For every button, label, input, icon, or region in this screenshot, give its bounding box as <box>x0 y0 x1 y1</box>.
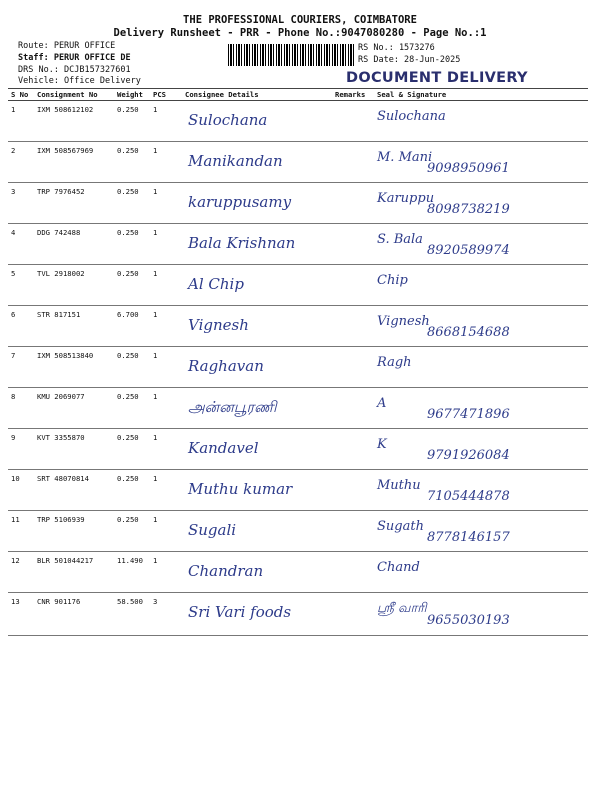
runsheet-subtitle: Delivery Runsheet - PRR - Phone No.:9047080280 - Page No.:1 <box>113 27 487 39</box>
sno-cell: 8 <box>8 388 34 429</box>
sno-cell: 13 <box>8 593 34 636</box>
remarks-cell <box>332 183 374 224</box>
seal-cell <box>374 265 588 306</box>
col-seal: Seal & Signature <box>374 89 588 101</box>
seal-cell <box>374 183 588 224</box>
document-delivery-stamp: DOCUMENT DELIVERY <box>346 70 528 86</box>
col-consignee: Consignee Details <box>182 89 332 101</box>
consignee-cell: Manikandan <box>182 142 332 183</box>
signature-phone: 7105444878 <box>427 489 510 504</box>
table-row <box>8 183 588 224</box>
pcs-cell: 1 <box>150 470 182 511</box>
signature-phone: 9677471896 <box>427 407 510 422</box>
consignee-cell: Vignesh <box>182 306 332 347</box>
drs-label: DRS No.: DCJB157327601 <box>18 65 131 75</box>
seal-cell <box>374 388 588 429</box>
signature: A <box>377 396 387 411</box>
seal-cell <box>374 142 588 183</box>
consignment-cell: DDG 742488 <box>34 224 114 265</box>
pcs-cell: 3 <box>150 593 182 636</box>
signature: Muthu <box>377 478 421 493</box>
table-row <box>8 142 588 183</box>
remarks-cell <box>332 224 374 265</box>
pcs-cell: 1 <box>150 511 182 552</box>
col-consignment: Consignment No <box>34 89 114 101</box>
weight-cell: 0.250 <box>114 224 150 265</box>
signature: Chip <box>377 273 408 288</box>
consignment-cell: IXM 508567969 <box>34 142 114 183</box>
weight-cell: 0.250 <box>114 101 150 142</box>
consignee-cell: Sri Vari foods <box>182 593 332 636</box>
table-row <box>8 429 588 470</box>
staff-label: Staff: PERUR OFFICE DE <box>18 53 131 63</box>
col-sno: S No <box>8 89 34 101</box>
sno-cell: 1 <box>8 101 34 142</box>
pcs-cell: 1 <box>150 347 182 388</box>
route-label: Route: PERUR OFFICE <box>18 41 116 51</box>
signature: Sugath <box>377 519 424 534</box>
seal-cell <box>374 511 588 552</box>
signature: Vignesh <box>377 314 430 329</box>
consignment-cell: TRP 5106939 <box>34 511 114 552</box>
consignment-cell: KVT 3355870 <box>34 429 114 470</box>
weight-cell: 0.250 <box>114 347 150 388</box>
weight-cell: 0.250 <box>114 142 150 183</box>
pcs-cell: 1 <box>150 552 182 593</box>
sno-cell: 12 <box>8 552 34 593</box>
consignee-cell: Muthu kumar <box>182 470 332 511</box>
consignment-cell: CNR 901176 <box>34 593 114 636</box>
table-row <box>8 470 588 511</box>
consignee-cell: Al Chip <box>182 265 332 306</box>
sno-cell: 9 <box>8 429 34 470</box>
consignment-cell: STR 817151 <box>34 306 114 347</box>
signature-phone: 9655030193 <box>427 613 510 628</box>
consignee-cell: karuppusamy <box>182 183 332 224</box>
table-row <box>8 347 588 388</box>
signature-phone: 9098950961 <box>427 161 510 176</box>
table-row <box>8 101 588 142</box>
table-row <box>8 265 588 306</box>
consignment-cell: KMU 2069077 <box>34 388 114 429</box>
table-row <box>8 306 588 347</box>
consignment-cell: BLR 501044217 <box>34 552 114 593</box>
weight-cell: 0.250 <box>114 429 150 470</box>
vehicle-label: Vehicle: Office Delivery <box>18 76 141 86</box>
barcode <box>228 44 354 66</box>
seal-cell <box>374 347 588 388</box>
consignee-cell: Sugali <box>182 511 332 552</box>
signature: M. Mani <box>377 150 433 165</box>
remarks-cell <box>332 429 374 470</box>
table-row <box>8 552 588 593</box>
consignee-cell: Chandran <box>182 552 332 593</box>
seal-cell <box>374 593 588 636</box>
consignment-cell: IXM 508513840 <box>34 347 114 388</box>
table-row <box>8 511 588 552</box>
signature: Ragh <box>377 355 412 370</box>
seal-cell <box>374 552 588 593</box>
weight-cell: 0.250 <box>114 388 150 429</box>
remarks-cell <box>332 265 374 306</box>
table-row <box>8 224 588 265</box>
weight-cell: 0.250 <box>114 265 150 306</box>
signature: Sulochana <box>377 109 446 124</box>
seal-cell <box>374 306 588 347</box>
runsheet-table <box>8 88 588 636</box>
sno-cell: 5 <box>8 265 34 306</box>
remarks-cell <box>332 388 374 429</box>
sno-cell: 6 <box>8 306 34 347</box>
weight-cell: 58.500 <box>114 593 150 636</box>
signature: K <box>377 437 387 452</box>
signature-phone: 8778146157 <box>427 530 510 545</box>
consignee-cell: Raghavan <box>182 347 332 388</box>
signature-phone: 9791926084 <box>427 448 510 463</box>
pcs-cell: 1 <box>150 142 182 183</box>
consignee-cell: அன்னபூரணி <box>182 388 332 429</box>
weight-cell: 0.250 <box>114 511 150 552</box>
consignee-cell: Sulochana <box>182 101 332 142</box>
remarks-cell <box>332 306 374 347</box>
pcs-cell: 1 <box>150 183 182 224</box>
remarks-cell <box>332 142 374 183</box>
consignee-cell: Bala Krishnan <box>182 224 332 265</box>
rs-date: RS Date: 28-Jun-2025 <box>358 55 461 65</box>
remarks-cell <box>332 347 374 388</box>
pcs-cell: 1 <box>150 388 182 429</box>
consignment-cell: IXM 508612102 <box>34 101 114 142</box>
seal-cell <box>374 224 588 265</box>
sno-cell: 10 <box>8 470 34 511</box>
seal-cell <box>374 429 588 470</box>
pcs-cell: 1 <box>150 224 182 265</box>
pcs-cell: 1 <box>150 306 182 347</box>
table-row <box>8 388 588 429</box>
remarks-cell <box>332 511 374 552</box>
col-weight: Weight <box>114 89 150 101</box>
sno-cell: 7 <box>8 347 34 388</box>
col-pcs: PCS <box>150 89 182 101</box>
consignment-cell: TRP 7976452 <box>34 183 114 224</box>
rs-number: RS No.: 1573276 <box>358 43 435 53</box>
remarks-cell <box>332 101 374 142</box>
table-header-row <box>8 89 588 101</box>
table-row <box>8 593 588 636</box>
signature-phone: 8098738219 <box>427 202 510 217</box>
signature: ஸ்ரீ வாரி <box>377 601 427 616</box>
seal-cell <box>374 470 588 511</box>
signature: Karuppu <box>377 191 435 206</box>
weight-cell: 6.700 <box>114 306 150 347</box>
consignment-cell: TVL 2918002 <box>34 265 114 306</box>
runsheet-title: THE PROFESSIONAL COURIERS, COIMBATORE <box>183 14 417 26</box>
signature-phone: 8920589974 <box>427 243 510 258</box>
signature-phone: 8668154688 <box>427 325 510 340</box>
weight-cell: 11.490 <box>114 552 150 593</box>
pcs-cell: 1 <box>150 265 182 306</box>
consignee-cell: Kandavel <box>182 429 332 470</box>
col-remarks: Remarks <box>332 89 374 101</box>
weight-cell: 0.250 <box>114 470 150 511</box>
seal-cell <box>374 101 588 142</box>
remarks-cell <box>332 593 374 636</box>
sno-cell: 3 <box>8 183 34 224</box>
remarks-cell <box>332 470 374 511</box>
consignment-cell: SRT 48070814 <box>34 470 114 511</box>
signature: S. Bala <box>377 232 423 247</box>
pcs-cell: 1 <box>150 101 182 142</box>
sno-cell: 4 <box>8 224 34 265</box>
weight-cell: 0.250 <box>114 183 150 224</box>
sno-cell: 2 <box>8 142 34 183</box>
signature: Chand <box>377 560 420 575</box>
pcs-cell: 1 <box>150 429 182 470</box>
remarks-cell <box>332 552 374 593</box>
sno-cell: 11 <box>8 511 34 552</box>
